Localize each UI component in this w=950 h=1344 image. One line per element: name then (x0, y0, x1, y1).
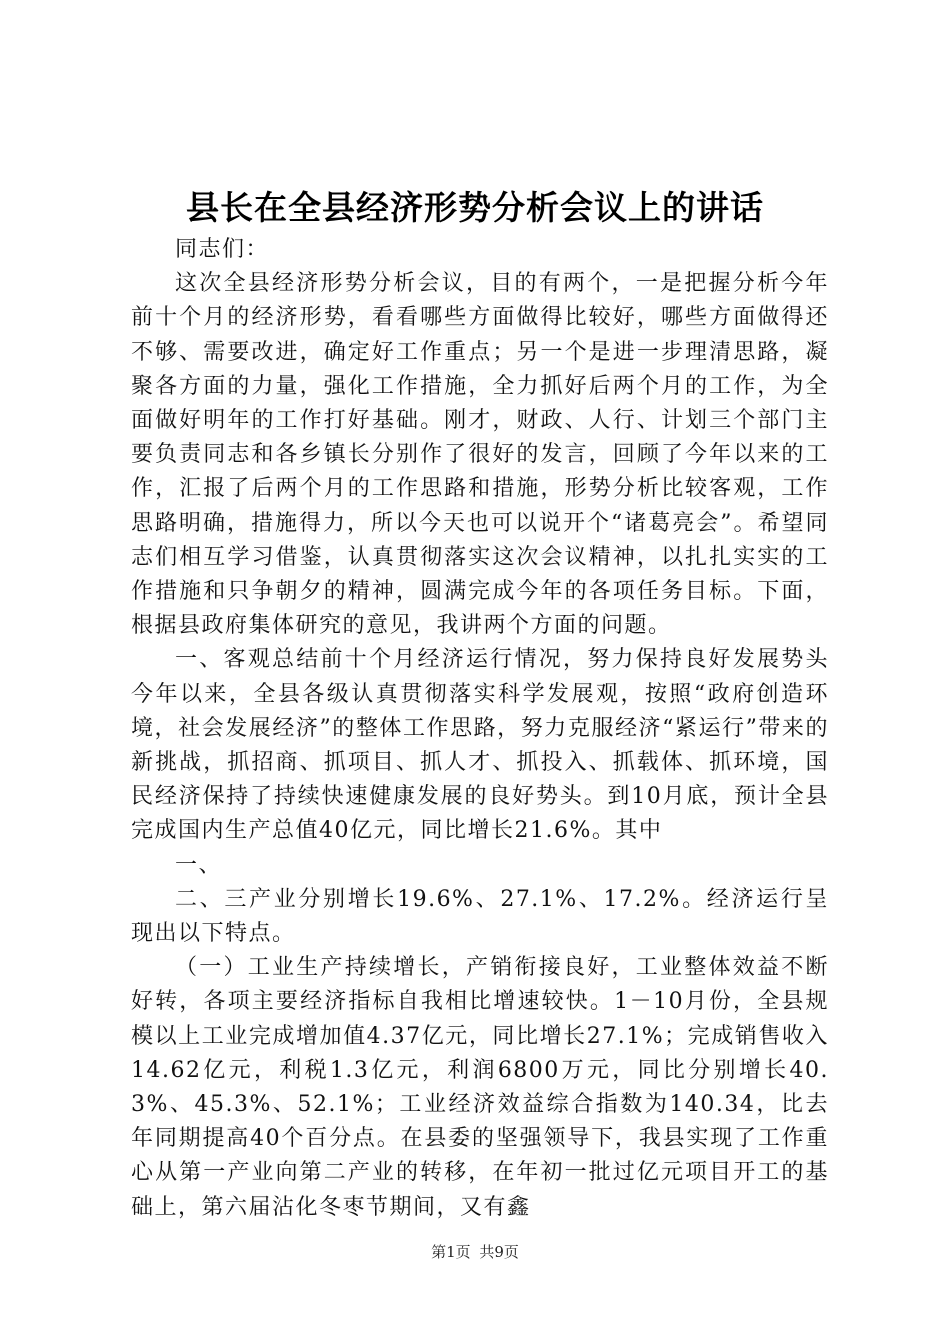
page-number: 第1页 (431, 1243, 471, 1261)
industrial-production-paragraph: （一）工业生产持续增长，产销衔接良好，工业整体效益不断好转，各项主要经济指标自我相比增速较快。1－10月份，全县规模以上工业完成增加值4.37亿元，同比增长27.1%；完成销售收入14.62亿元，利税1.3亿元，利润6800万元，同比分别增长40.3%、45.3%、52.1%；工业经济效益综合指数为140.34，比去年同期提高40个百分点。在县委的坚强领导下，我县实现了工作重心从第一产业向第二产业的转移，在年初一批过亿元项目开工的基础上，第六届沾化冬枣节期间，又有鑫 (131, 955, 829, 1220)
page-total: 共9页 (479, 1243, 519, 1261)
section-one-paragraph: 一、客观总结前十个月经济运行情况，努力保持良好发展势头今年以来，全县各级认真贯彻落实科学发展观，按照“政府创造环境，社会发展经济”的整体工作思路，努力克服经济“紧运行”带来的新挑战，抓招商、抓项目、抓人才、抓投入、抓载体、抓环境，国民经济保持了持续快速健康发展的良好势头。到10月底，预计全县完成国内生产总值40亿元，同比增长21.6%。其中 (131, 647, 829, 844)
salutation-paragraph: 同志们： (175, 237, 270, 262)
industry-growth-paragraph: 二、三产业分别增长19.6%、27.1%、17.2%。经济运行呈现出以下特点。 (131, 886, 829, 947)
document-body (131, 233, 829, 1225)
document-title: 县长在全县经济形势分析会议上的讲话 (186, 188, 764, 227)
page-footer (0, 1242, 950, 1262)
fragment-paragraph: 一、 (175, 852, 223, 878)
intro-paragraph: 这次全县经济形势分析会议，目的有两个，一是把握分析今年前十个月的经济形势，看看哪些方面做得比较好，哪些方面做得还不够、需要改进，确定好工作重点；另一个是进一步理清思路，凝聚各方面的力量，强化工作措施，全力抓好后两个月的工作，为全面做好明年的工作打好基础。刚才，财政、人行、计划三个部门主要负责同志和各乡镇长分别作了很好的发言，回顾了今年以来的工作，汇报了后两个月的工作思路和措施，形势分析比较客观，工作思路明确，措施得力，所以今天也可以说开个“诸葛亮会”。希望同志们相互学习借鉴，认真贯彻落实这次会议精神，以扎扎实实的工作措施和只争朝夕的精神，圆满完成今年的各项任务目标。下面，根据县政府集体研究的意见，我讲两个方面的问题。 (131, 271, 829, 639)
